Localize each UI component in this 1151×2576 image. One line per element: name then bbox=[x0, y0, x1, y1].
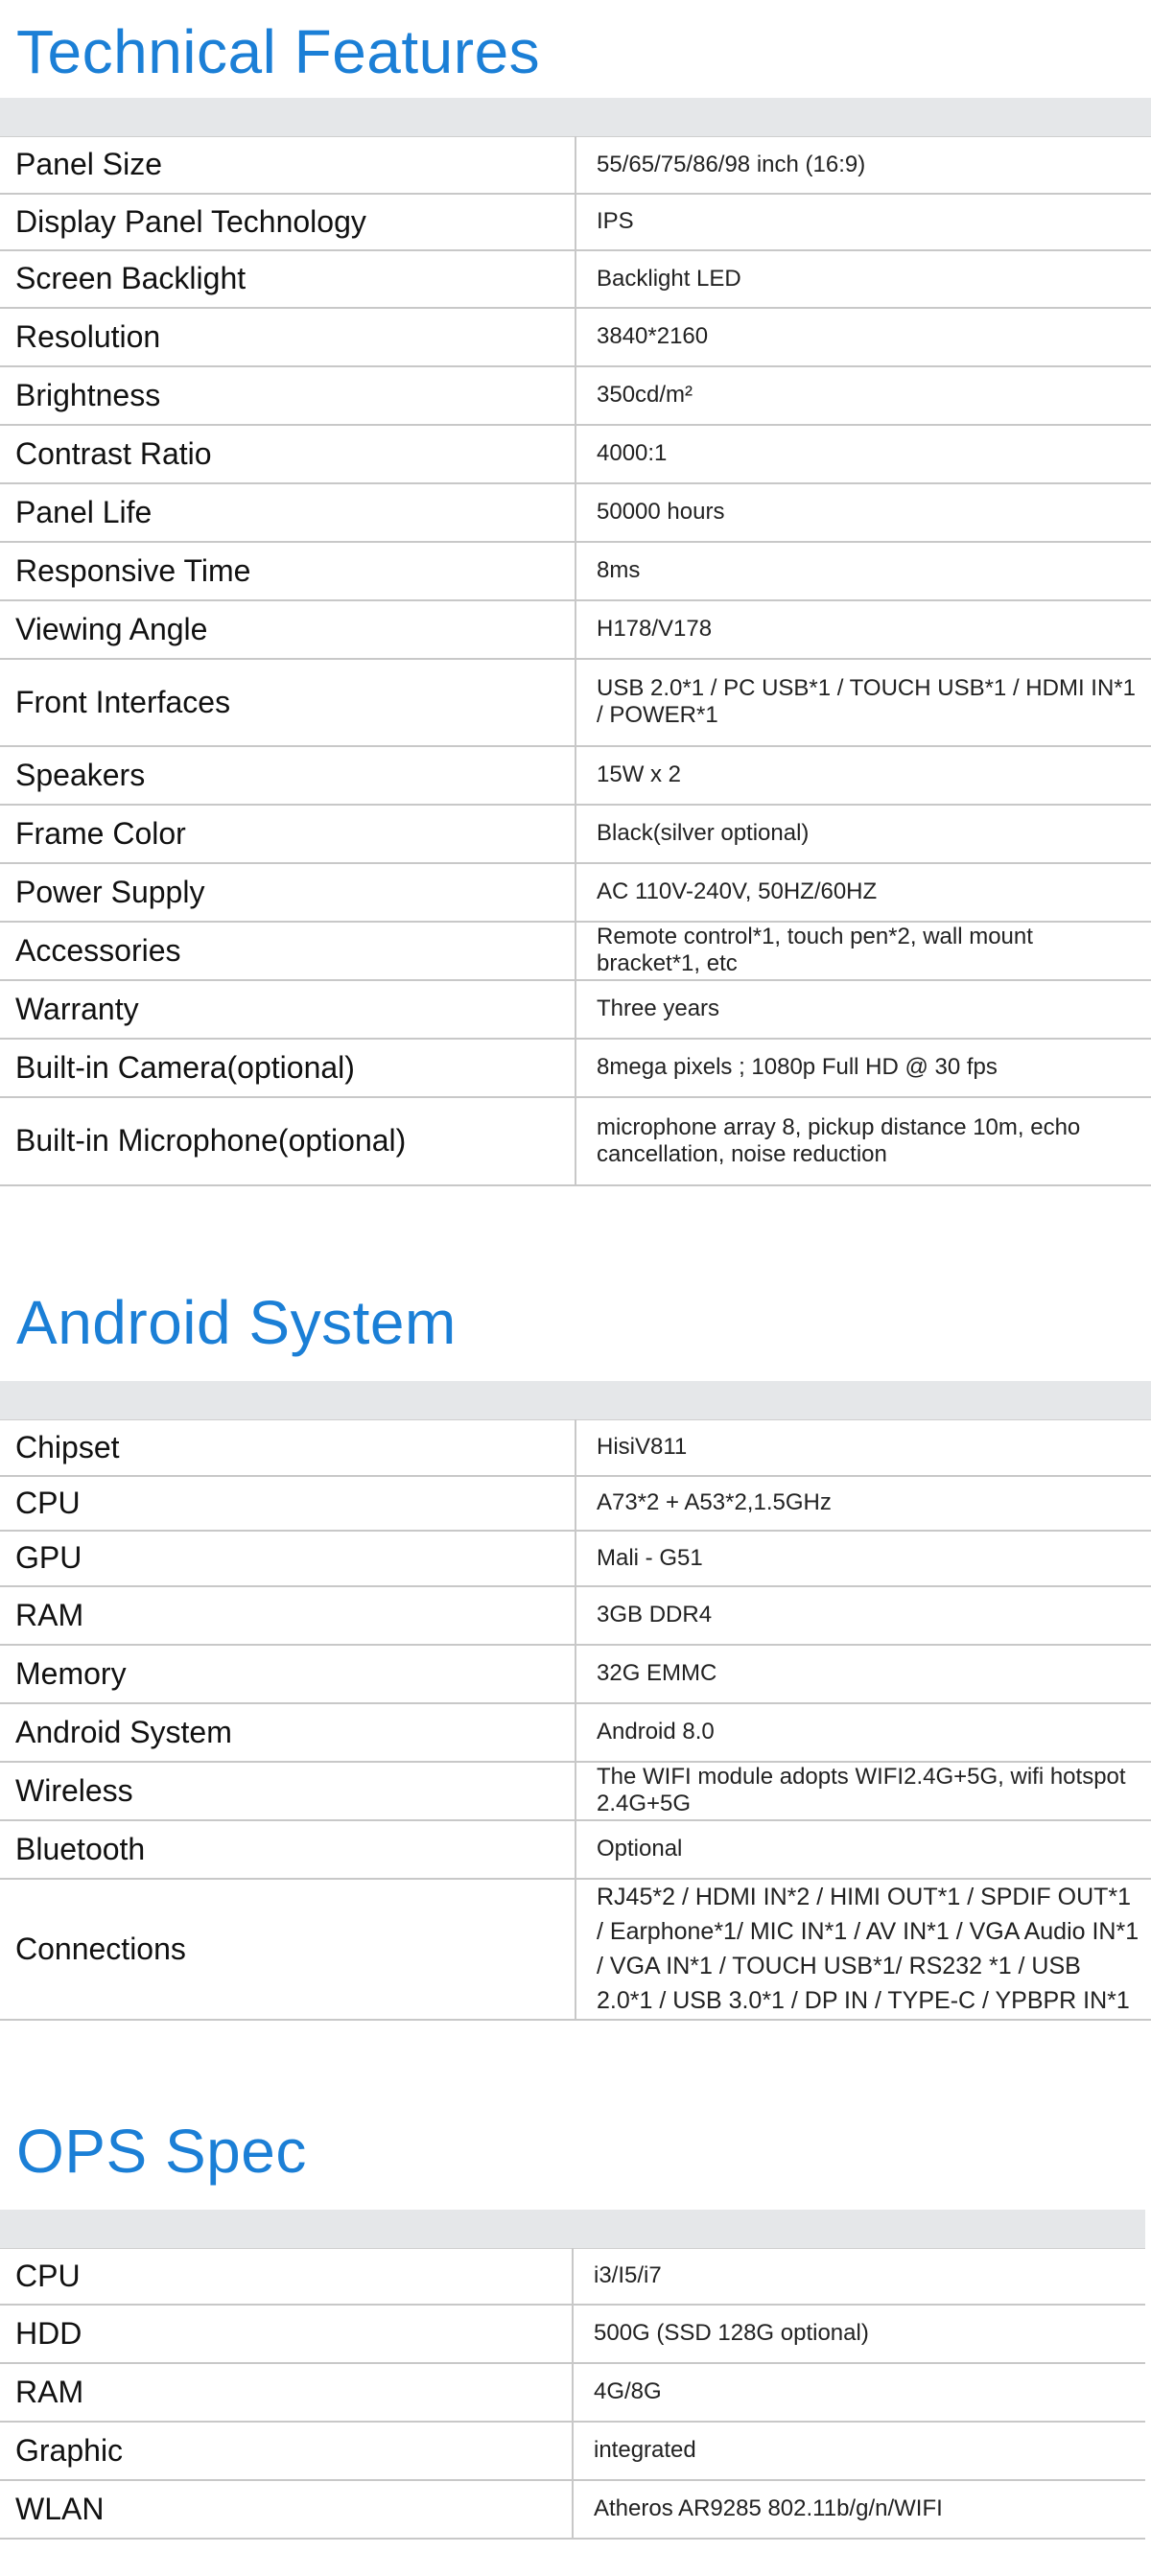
spec-label: Graphic bbox=[0, 2422, 573, 2480]
table-row bbox=[0, 2249, 1145, 2305]
table-row bbox=[0, 308, 1151, 366]
table-row bbox=[0, 2363, 1145, 2422]
spec-label: Display Panel Technology bbox=[0, 194, 576, 250]
table-row bbox=[0, 659, 1151, 746]
spec-label: Accessories bbox=[0, 922, 576, 980]
spec-label: Speakers bbox=[0, 746, 576, 805]
spec-value: A73*2 + A53*2,1.5GHz bbox=[576, 1476, 1151, 1531]
spec-value: 4000:1 bbox=[576, 425, 1151, 483]
ops-spec-table bbox=[0, 2210, 1145, 2540]
table-row bbox=[0, 1476, 1151, 1531]
table-row bbox=[0, 1762, 1151, 1820]
technical-features-table bbox=[0, 98, 1151, 1186]
spec-value: IPS bbox=[576, 194, 1151, 250]
table-row bbox=[0, 1645, 1151, 1703]
table-row bbox=[0, 805, 1151, 863]
table-row bbox=[0, 1586, 1151, 1645]
spec-value: Black(silver optional) bbox=[576, 805, 1151, 863]
spec-value: integrated bbox=[573, 2422, 1145, 2480]
spec-value: 8mega pixels ; 1080p Full HD @ 30 fps bbox=[576, 1039, 1151, 1097]
spec-label: Brightness bbox=[0, 366, 576, 425]
spec-value: 3840*2160 bbox=[576, 308, 1151, 366]
table-row bbox=[0, 922, 1151, 980]
spec-value: Three years bbox=[576, 980, 1151, 1039]
spec-value: Backlight LED bbox=[576, 250, 1151, 308]
spec-label: Built-in Microphone(optional) bbox=[0, 1097, 576, 1185]
section-title-technical-features: Technical Features bbox=[16, 17, 541, 86]
table-row bbox=[0, 2480, 1145, 2539]
spec-label: WLAN bbox=[0, 2480, 573, 2539]
spec-label: Responsive Time bbox=[0, 542, 576, 600]
table-row bbox=[0, 194, 1151, 250]
spec-label: Connections bbox=[0, 1879, 576, 2020]
table-row bbox=[0, 542, 1151, 600]
table-row bbox=[0, 366, 1151, 425]
table-row bbox=[0, 2422, 1145, 2480]
spec-label: Resolution bbox=[0, 308, 576, 366]
table-row bbox=[0, 137, 1151, 194]
table-row bbox=[0, 1420, 1151, 1476]
spec-value: RJ45*2 / HDMI IN*2 / HIMI OUT*1 / SPDIF OUT*1 / Earphone*1/ MIC IN*1 / AV IN*1 / VGA Audio IN*1 / VGA IN*1 / TOUCH USB*1/ RS232 *1 / USB 2.0*1 / USB 3.0*1 / DP IN / TYPE-C / YPBPR IN*1 bbox=[576, 1879, 1151, 2020]
spec-value: AC 110V-240V, 50HZ/60HZ bbox=[576, 863, 1151, 922]
table-row bbox=[0, 1703, 1151, 1762]
spec-label: CPU bbox=[0, 1476, 576, 1531]
spec-label: Android System bbox=[0, 1703, 576, 1762]
spec-value: 50000 hours bbox=[576, 483, 1151, 542]
spec-value: Optional bbox=[576, 1820, 1151, 1879]
spec-value: USB 2.0*1 / PC USB*1 / TOUCH USB*1 / HDMI IN*1 / POWER*1 bbox=[576, 659, 1151, 746]
spec-value: 350cd/m² bbox=[576, 366, 1151, 425]
spec-label: CPU bbox=[0, 2249, 573, 2305]
spec-value: Remote control*1, touch pen*2, wall mount bracket*1, etc bbox=[576, 922, 1151, 980]
table-header-band bbox=[0, 1381, 1151, 1420]
table-row bbox=[0, 1531, 1151, 1586]
spec-value: 4G/8G bbox=[573, 2363, 1145, 2422]
spec-value: 32G EMMC bbox=[576, 1645, 1151, 1703]
spec-label: Viewing Angle bbox=[0, 600, 576, 659]
spec-value: Android 8.0 bbox=[576, 1703, 1151, 1762]
table-row bbox=[0, 250, 1151, 308]
spec-value: Atheros AR9285 802.11b/g/n/WIFI bbox=[573, 2480, 1145, 2539]
spec-value: HisiV811 bbox=[576, 1420, 1151, 1476]
spec-label: Chipset bbox=[0, 1420, 576, 1476]
spec-value: H178/V178 bbox=[576, 600, 1151, 659]
spec-label: Front Interfaces bbox=[0, 659, 576, 746]
spec-label: Bluetooth bbox=[0, 1820, 576, 1879]
spec-value: 8ms bbox=[576, 542, 1151, 600]
table-row bbox=[0, 863, 1151, 922]
spec-value: 500G (SSD 128G optional) bbox=[573, 2305, 1145, 2363]
spec-label: Frame Color bbox=[0, 805, 576, 863]
spec-value: microphone array 8, pickup distance 10m, echo cancellation, noise reduction bbox=[576, 1097, 1151, 1185]
spec-label: Power Supply bbox=[0, 863, 576, 922]
spec-value: 55/65/75/86/98 inch (16:9) bbox=[576, 137, 1151, 194]
table-header-band bbox=[0, 98, 1151, 137]
table-row bbox=[0, 600, 1151, 659]
table-row bbox=[0, 425, 1151, 483]
table-row bbox=[0, 980, 1151, 1039]
spec-value: i3/I5/i7 bbox=[573, 2249, 1145, 2305]
spec-label: Panel Life bbox=[0, 483, 576, 542]
table-row bbox=[0, 1097, 1151, 1185]
spec-value: 15W x 2 bbox=[576, 746, 1151, 805]
spec-label: Panel Size bbox=[0, 137, 576, 194]
spec-label: RAM bbox=[0, 2363, 573, 2422]
spec-label: Contrast Ratio bbox=[0, 425, 576, 483]
spec-value: Mali - G51 bbox=[576, 1531, 1151, 1586]
table-header-band bbox=[0, 2210, 1145, 2249]
table-row bbox=[0, 1039, 1151, 1097]
spec-label: Built-in Camera(optional) bbox=[0, 1039, 576, 1097]
table-row bbox=[0, 2305, 1145, 2363]
spec-label: Memory bbox=[0, 1645, 576, 1703]
table-row bbox=[0, 746, 1151, 805]
android-system-table bbox=[0, 1381, 1151, 2021]
table-row bbox=[0, 483, 1151, 542]
spec-label: Warranty bbox=[0, 980, 576, 1039]
spec-label: Screen Backlight bbox=[0, 250, 576, 308]
table-row bbox=[0, 1879, 1151, 2020]
spec-label: GPU bbox=[0, 1531, 576, 1586]
section-title-android-system: Android System bbox=[16, 1288, 457, 1357]
spec-label: RAM bbox=[0, 1586, 576, 1645]
section-title-ops-spec: OPS Spec bbox=[16, 2117, 307, 2186]
table-row bbox=[0, 1820, 1151, 1879]
spec-value: 3GB DDR4 bbox=[576, 1586, 1151, 1645]
spec-label: HDD bbox=[0, 2305, 573, 2363]
spec-value: The WIFI module adopts WIFI2.4G+5G, wifi hotspot 2.4G+5G bbox=[576, 1762, 1151, 1820]
spec-label: Wireless bbox=[0, 1762, 576, 1820]
